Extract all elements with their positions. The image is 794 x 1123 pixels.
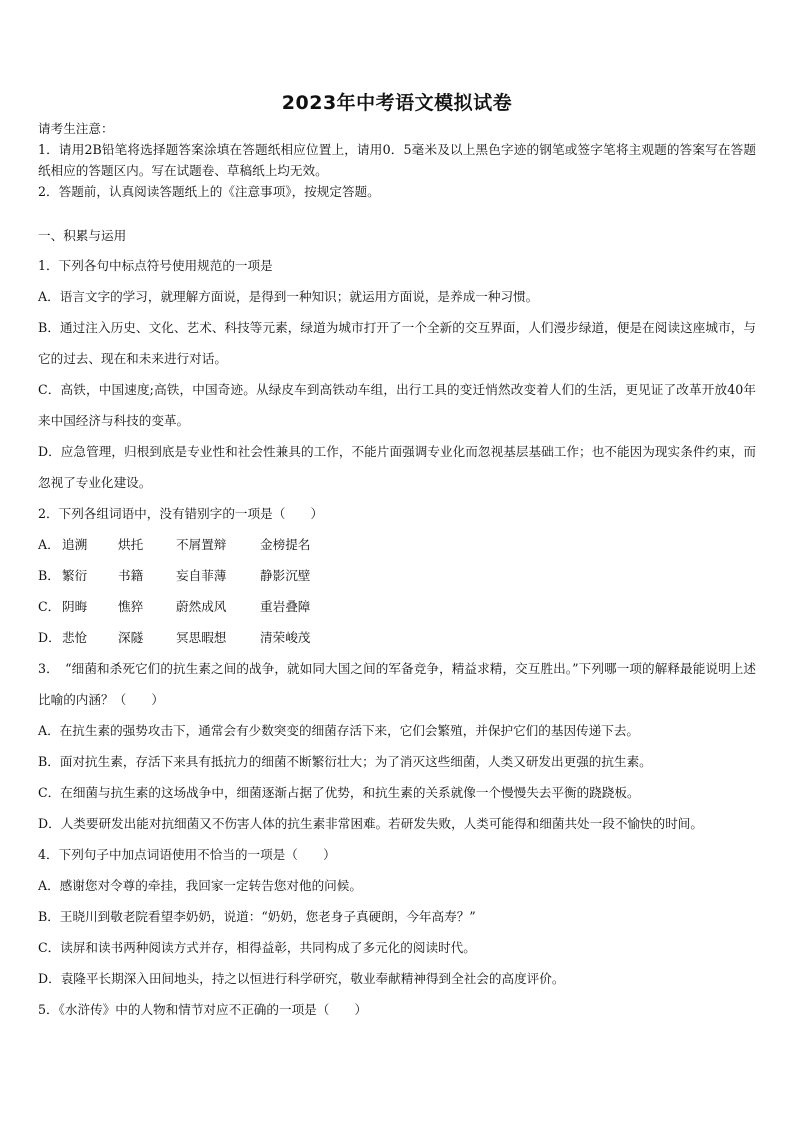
option-b: B．面对抗生素，存活下来具有抵抗力的细菌不断繁衍壮大；为了消灭这些细菌，人类又研发出更强的抗生素。 (38, 754, 652, 769)
question-4 (38, 839, 756, 994)
option-word: 深隧 (118, 630, 144, 645)
option-word: 冥思暇想 (176, 630, 227, 645)
question-stem: 2．下列各组词语中，没有错别字的一项是（ ） (38, 506, 324, 521)
option-b: B．王晓川到敬老院看望李奶奶，说道：“奶奶，您老身子真硬朗，今年高寿？” (38, 909, 476, 924)
question-3 (38, 653, 756, 839)
option-a: A．感谢您对令尊的牵挂，我回家一定转告您对他的问候。 (38, 878, 362, 893)
option-word: 蔚然成风 (176, 599, 227, 614)
option-word: 静影沉壁 (260, 568, 311, 583)
notice-item: 1．请用2B铅笔将选择题答案涂填在答题纸相应位置上，请用0．5毫米及以上黑色字迹的钢笔或签字笔将主观题的答案写在答题纸相应的答题区内。写在试题卷、草稿纸上均无效。 (38, 142, 756, 178)
option-d: D．人类要研发出能对抗细菌又不伤害人体的抗生素非常困难。若研发失败，人类可能得和细菌共处一段不愉快的时间。 (38, 816, 703, 831)
section-heading: 一、积累与运用 (38, 228, 127, 243)
option-word: 繁衍 (62, 568, 88, 583)
option-word: 重岩叠障 (260, 599, 311, 614)
option-label: C． (38, 599, 61, 614)
question-stem: 4．下列句子中加点词语使用不恰当的一项是（ ） (38, 847, 336, 862)
option-word: 清荣峻茂 (260, 630, 311, 645)
option-d: D．袁隆平长期深入田间地头，持之以恒进行科学研究，敬业奉献精神得到全社会的高度评价。 (38, 971, 565, 986)
option-label: A． (38, 537, 60, 552)
question-5 (38, 994, 756, 1025)
option-word: 憔猝 (118, 599, 144, 614)
notice-heading: 请考生注意： (38, 121, 114, 136)
option-word: 悲怆 (62, 630, 88, 645)
option-word: 妄自菲薄 (176, 568, 227, 583)
option-d (38, 622, 756, 653)
option-word: 金榜提名 (260, 537, 311, 552)
question-stem: 3． “细菌和杀死它们的抗生素之间的战争，就如同大国之间的军备竞争，精益求精，交互胜出。”下列哪一项的解释最能说明上述比喻的内涵？（ ） (38, 661, 756, 707)
notice-item: 2．答题前，认真阅读答题纸上的《注意事项》，按规定答题。 (38, 184, 380, 199)
option-b (38, 560, 756, 591)
page-title: 2023年中考语文模拟试卷 (281, 92, 513, 114)
option-a (38, 529, 756, 560)
option-a: A．语言文字的学习，就理解方面说，是得到一种知识；就运用方面说，是养成一种习惯。 (38, 289, 539, 304)
option-a: A．在抗生素的强势攻击下，通常会有少数突变的细菌存活下来，它们会繁殖，并保护它们的基因传递下去。 (38, 723, 640, 738)
option-word: 追溯 (62, 537, 88, 552)
question-1 (38, 250, 756, 498)
question-2 (38, 498, 756, 653)
option-word: 不屑置辩 (176, 537, 227, 552)
question-stem: 1．下列各句中标点符号使用规范的一项是 (38, 258, 273, 273)
exam-content (38, 118, 756, 1025)
option-c (38, 591, 756, 622)
option-c: C．高铁，中国速度;高铁，中国奇迹。从绿皮车到高铁动车组，出行工具的变迁悄然改变着人们的生活，更见证了改革开放40年来中国经济与科技的变革。 (38, 382, 756, 428)
option-c: C．读屏和读书两种阅读方式并存，相得益彰，共同构成了多元化的阅读时代。 (38, 940, 476, 955)
option-label: D． (38, 630, 61, 645)
option-d: D．应急管理，归根到底是专业性和社会性兼具的工作，不能片面强调专业化而忽视基层基础工作；也不能因为现实条件约束，而忽视了专业化建设。 (38, 444, 756, 490)
option-word: 烘托 (118, 537, 144, 552)
option-label: B． (38, 568, 60, 583)
option-b: B．通过注入历史、文化、艺术、科技等元素，绿道为城市打开了一个全新的交互界面，人们漫步绿道，便是在阅读这座城市，与它的过去、现在和未来进行对话。 (38, 320, 756, 366)
option-word: 书籍 (118, 568, 144, 583)
option-word: 阴晦 (62, 599, 88, 614)
question-stem: 5．《水浒传》中的人物和情节对应不正确的一项是（ ） (38, 1002, 368, 1017)
option-c: C．在细菌与抗生素的这场战争中，细菌逐渐占据了优势，和抗生素的关系就像一个慢慢失去平衡的跷跷板。 (38, 785, 640, 800)
